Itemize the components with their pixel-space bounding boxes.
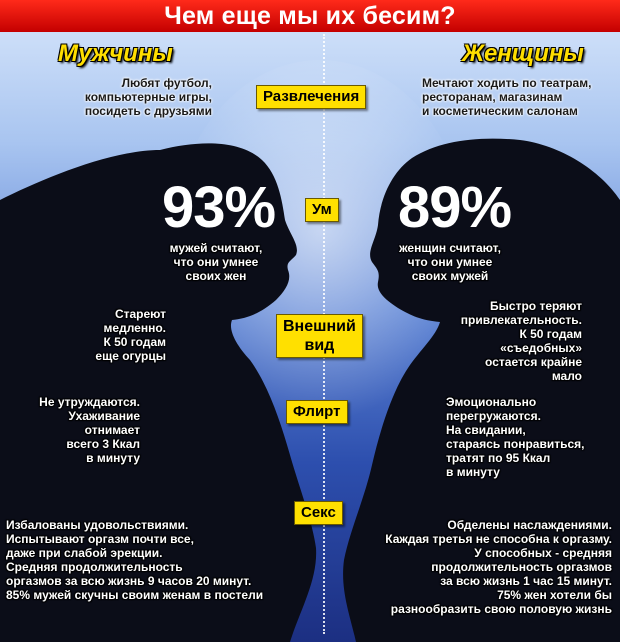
men-flirt-text: Не утруждаются. Ухаживание отнимает всего 3 Ккал в минуту <box>39 395 140 465</box>
women-flirt-text: Эмоционально перегружаются. На свидании, стараясь понравиться, тратят по 95 Ккал в минуту <box>446 395 585 479</box>
men-mind-percent: 93% <box>162 175 276 240</box>
men-appearance-text: Стареют медленно. К 50 годам еще огурцы <box>95 307 166 363</box>
men-sex-text: Избалованы удовольствиями. Испытывают оргазм почти все, даже при слабой эрекции. Средняя продолжительность оргазмов за всю жизнь 9 часов 20 минут. 85% мужей скучны своим женам в постели <box>6 518 264 602</box>
category-sex: Секс <box>294 501 343 525</box>
men-entertainment-text: Любят футбол, компьютерные игры, посидеть с друзьями <box>84 76 212 118</box>
women-entertainment-text: Мечтают ходить по театрам, ресторанам, магазинам и косметическим салонам <box>422 76 592 118</box>
category-mind: Ум <box>305 198 339 222</box>
women-heading: Женщины <box>462 40 584 67</box>
women-mind-percent: 89% <box>398 175 512 240</box>
category-appearance: Внешний вид <box>276 314 363 358</box>
women-mind-text: женщин считают, что они умнее своих мужей <box>399 241 501 283</box>
category-entertainment: Развлечения <box>256 85 366 109</box>
women-appearance-text: Быстро теряют привлекательность. К 50 годам «съедобных» остается крайне мало <box>460 299 582 383</box>
poster-title: Чем еще мы их бесим? <box>0 0 620 32</box>
women-sex-text: Обделены наслаждениями. Каждая третья не способна к оргазму. У способных - средняя продолжительность оргазмов за всю жизнь 1 час 15 минут. 75% жен хотели бы разнообразить свою половую жизнь <box>385 518 612 616</box>
category-flirt: Флирт <box>286 400 348 424</box>
men-heading: Мужчины <box>58 40 173 67</box>
men-mind-text: мужей считают, что они умнее своих жен <box>169 241 263 283</box>
